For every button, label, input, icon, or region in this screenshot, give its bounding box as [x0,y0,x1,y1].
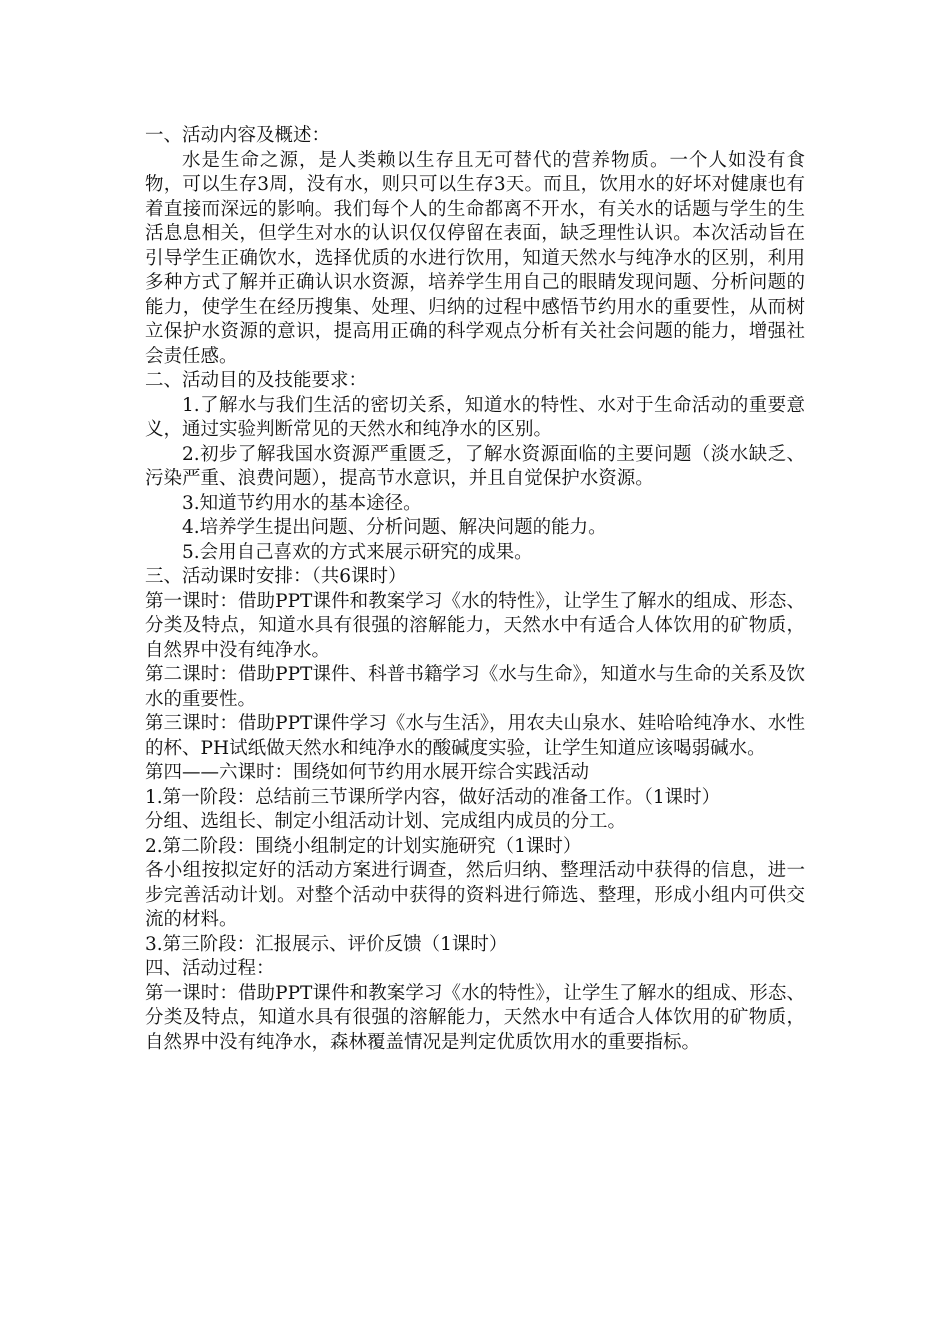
document-body [145,124,805,1055]
paragraph-overview: 水是生命之源，是人类赖以生存且无可替代的营养物质。一个人如没有食物，可以生存3周，没有水，则只可以生存3天。而且，饮用水的好坏对健康也有着直接而深远的影响。我们每个人的生命都离不开水，有关水的话题与学生的生活息息相关，但学生对水的认识仅仅停留在表面，缺乏理性认识。本次活动旨在引导学生正确饮水，选择优质的水进行饮用，知道天然水与纯净水的区别，利用多种方式了解并正确认识水资源，培养学生用自己的眼睛发现问题、分析问题的能力，使学生在经历搜集、处理、归纳的过程中感悟节约用水的重要性，从而树立保护水资源的意识，提高用正确的科学观点分析有关社会问题的能力，增强社会责任感。 [145,149,805,367]
schedule-lesson-3: 第三课时：借助PPT课件学习《水与生活》，用农夫山泉水、娃哈哈纯净水、水性的杯、PH试纸做天然水和纯净水的酸碱度实验，让学生知道应该喝弱碱水。 [145,713,805,759]
section-heading-overview: 一、活动内容及概述： [145,125,331,146]
goal-item-4: 4.培养学生提出问题、分析问题、解决问题的能力。 [182,517,607,538]
schedule-stage-2: 2.第二阶段：围绕小组制定的计划实施研究（1课时） [145,835,582,857]
section-heading-goals: 二、活动目的及技能要求： [145,370,368,391]
section-heading-schedule: 三、活动课时安排：（共6课时） [145,566,407,587]
schedule-stage-1-detail: 分组、选组长、制定小组活动计划、完成组内成员的分工。 [145,811,627,832]
schedule-lesson-4-6: 第四——六课时：围绕如何节约用水展开综合实践活动 [145,762,590,783]
section-heading-process: 四、活动过程： [145,958,275,979]
schedule-lesson-2: 第二课时：借助PPT课件、科普书籍学习《水与生命》，知道水与生命的关系及饮水的重要性。 [145,664,805,710]
process-lesson-1: 第一课时：借助PPT课件和教案学习《水的特性》，让学生了解水的组成、形态、分类及特点，知道水具有很强的溶解能力，天然水中有适合人体饮用的矿物质，自然界中没有纯净水，森林覆盖情况是判定优质饮用水的重要指标。 [145,982,805,1053]
goal-item-2: 2.初步了解我国水资源严重匮乏，了解水资源面临的主要问题（淡水缺乏、污染严重、浪费问题），提高节水意识，并且自觉保护水资源。 [145,443,805,489]
goal-item-3: 3.知道节约用水的基本途径。 [182,492,422,514]
schedule-stage-3: 3.第三阶段：汇报展示、评价反馈（1课时） [145,933,508,955]
schedule-lesson-1: 第一课时：借助PPT课件和教案学习《水的特性》，让学生了解水的组成、形态、分类及特点，知道水具有很强的溶解能力，天然水中有适合人体饮用的矿物质，自然界中没有纯净水。 [145,590,805,661]
schedule-stage-2-detail: 各小组按拟定好的活动方案进行调查，然后归纳、整理活动中获得的信息，进一步完善活动计划。对整个活动中获得的资料进行筛选、整理，形成小组内可供交流的材料。 [145,860,805,930]
goal-item-1: 1.了解水与我们生活的密切关系，知道水的特性、水对于生命活动的重要意义，通过实验判断常见的天然水和纯净水的区别。 [145,394,805,440]
schedule-stage-1: 1.第一阶段：总结前三节课所学内容，做好活动的准备工作。（1课时） [145,786,721,808]
goal-item-5: 5.会用自己喜欢的方式来展示研究的成果。 [182,541,533,563]
